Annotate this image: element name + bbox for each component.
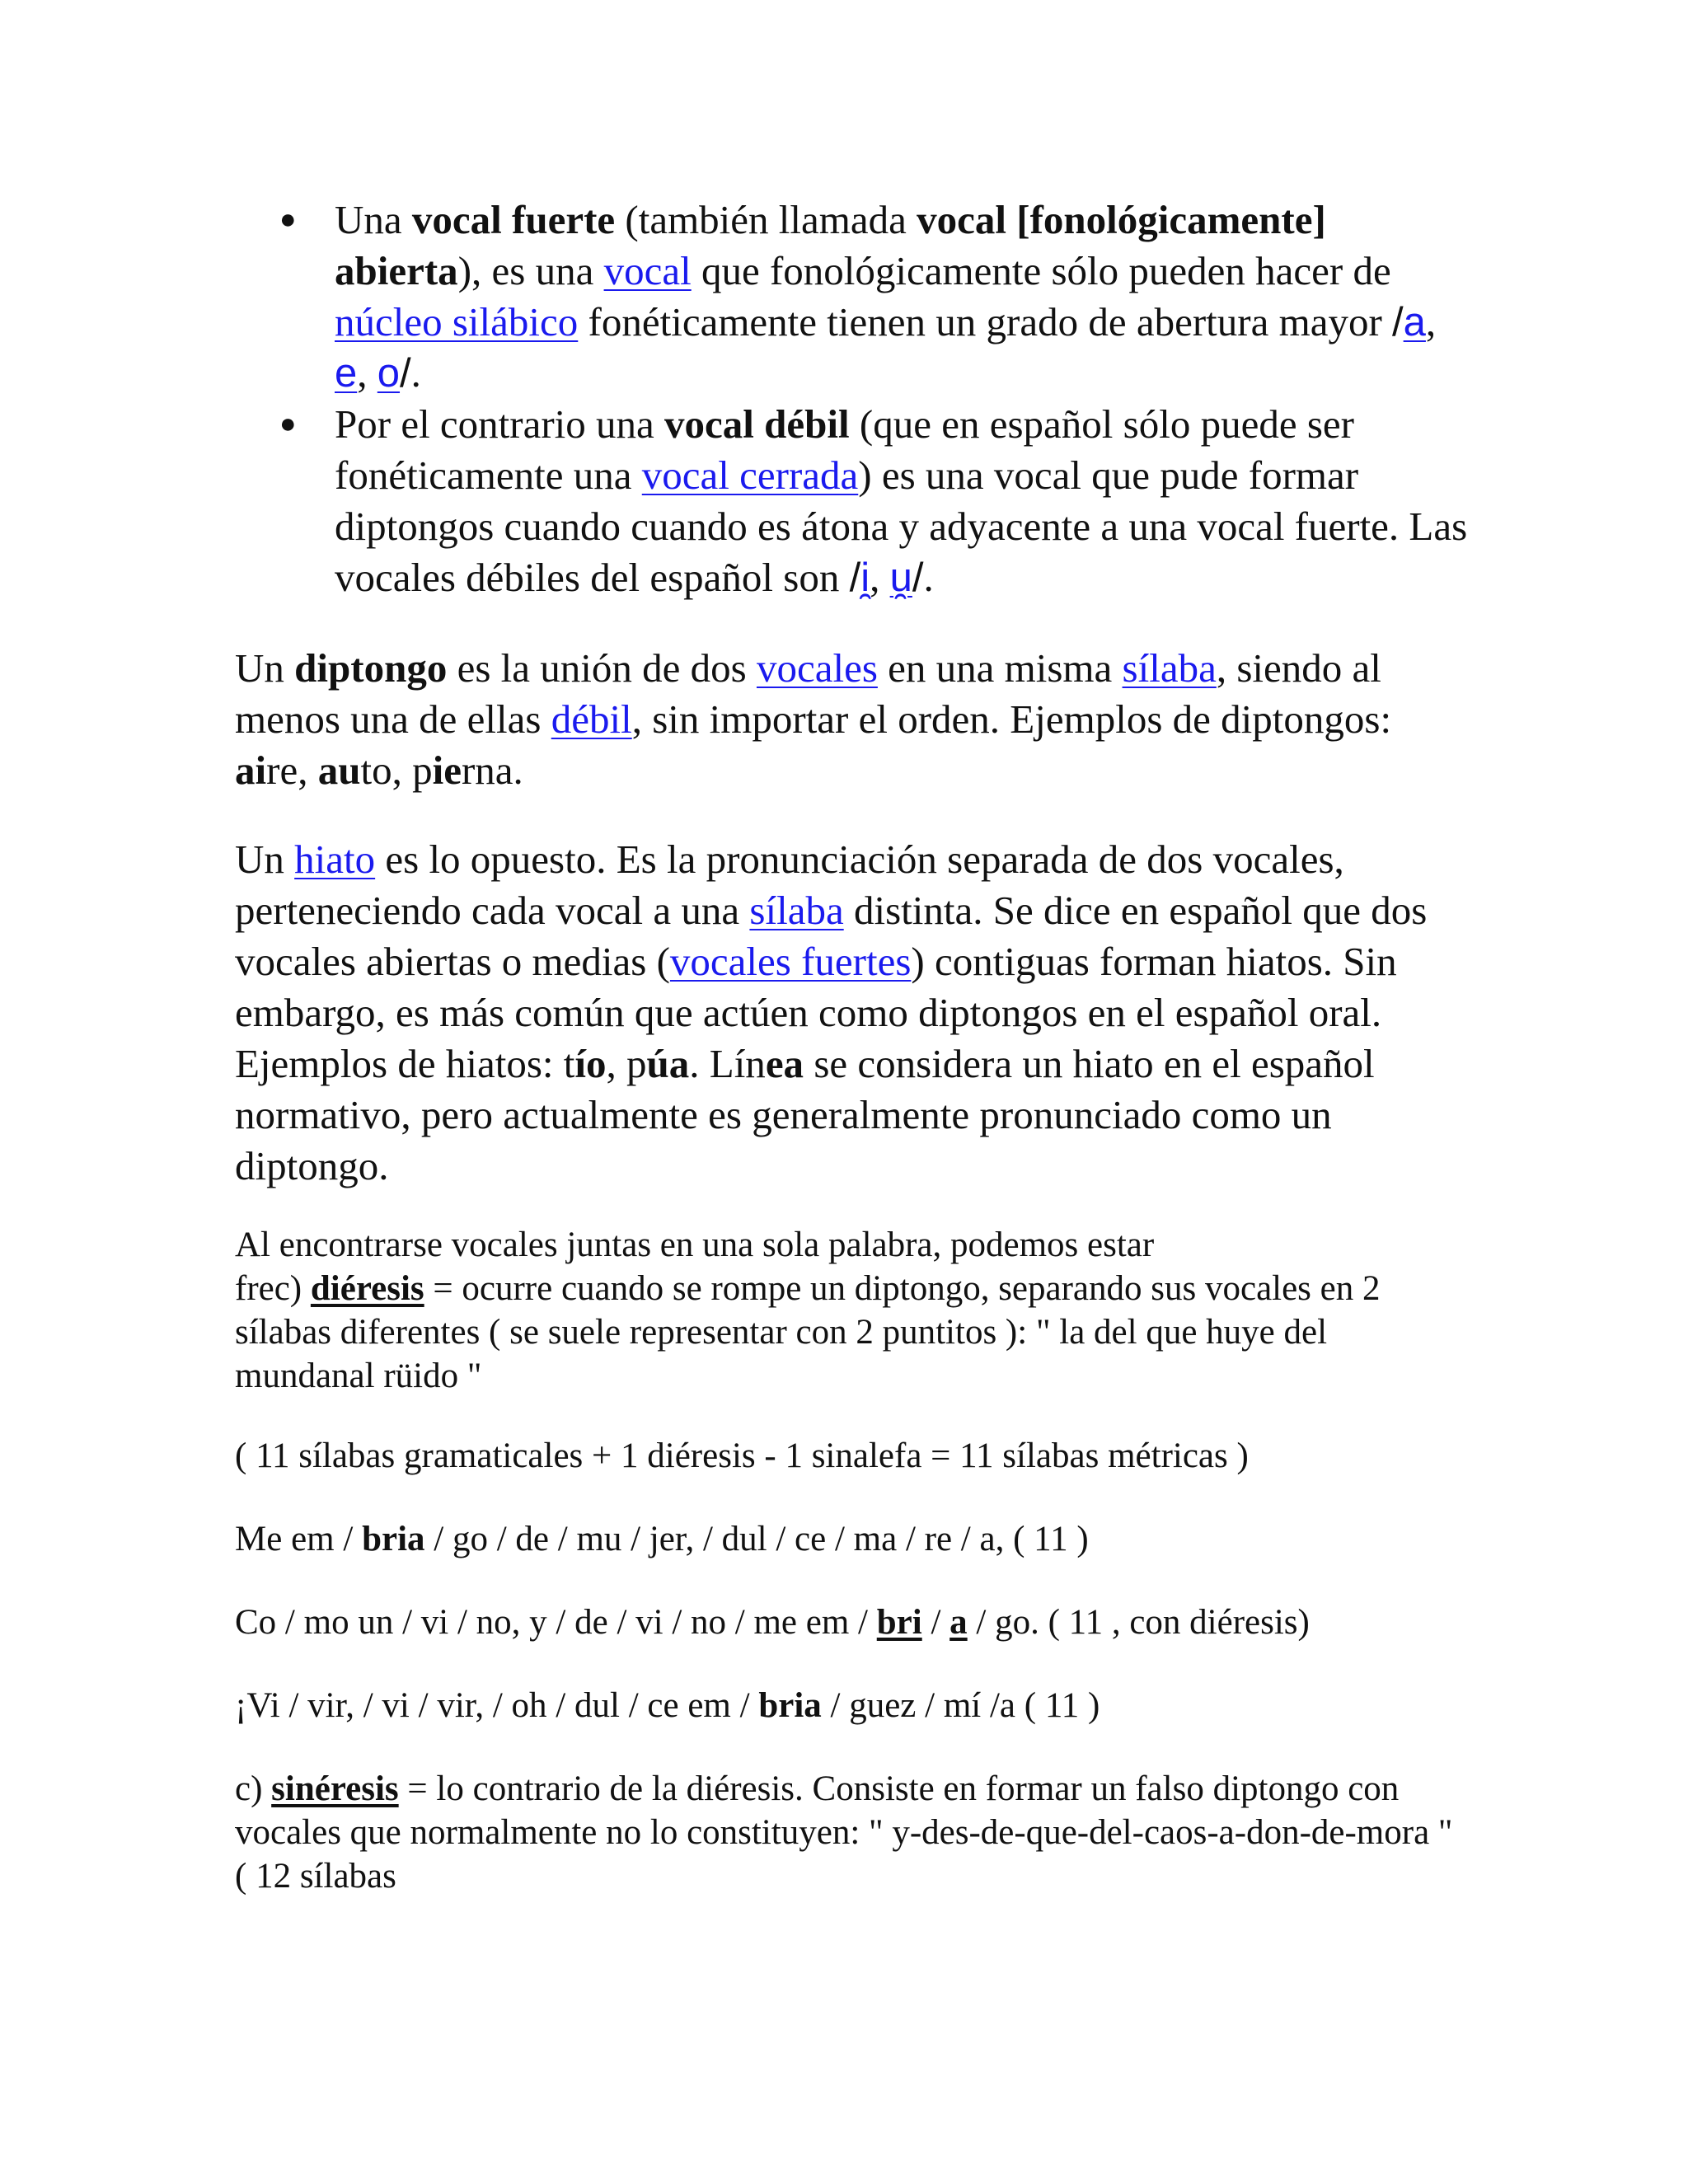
link-vocal[interactable]: vocal xyxy=(603,248,692,293)
term-vocal-debil: vocal débil xyxy=(664,401,850,447)
text: Un xyxy=(235,837,295,882)
text: to, p xyxy=(360,748,433,793)
text: . xyxy=(923,555,934,600)
term-dieresis: diéresis xyxy=(310,1269,424,1308)
paragraph-hiato xyxy=(235,834,1471,1192)
text: Por el contrario una xyxy=(335,401,665,447)
example-bold: ea xyxy=(765,1041,804,1086)
link-silaba[interactable]: sílaba xyxy=(1122,645,1217,691)
text: . xyxy=(410,350,421,396)
text: (también llamada xyxy=(615,197,917,242)
term-diptongo: diptongo xyxy=(294,645,448,691)
text: frec) xyxy=(235,1269,311,1308)
text: es la unión de dos xyxy=(447,645,757,691)
link-vocales[interactable]: vocales xyxy=(756,645,878,691)
bullet-icon: ● xyxy=(279,204,297,235)
term-vocal-abierta: vocal [fonológicamente] abierta xyxy=(335,197,1326,293)
text: = lo contrario de la diéresis. Consiste en formar un falso diptongo con vocales que normalmente no lo constituyen: " y-des-de-que-del-caos-a-don-de-mora " ( 12 sílabas xyxy=(235,1769,1453,1896)
syllable-count-line: ( 11 sílabas gramaticales + 1 diéresis - 1 sinalefa = 11 sílabas métricas ) xyxy=(235,1436,1249,1475)
paragraph-dieresis xyxy=(235,1223,1471,1398)
syllable-bold: bria xyxy=(758,1686,822,1725)
text: ¡Vi / vir, / vi / vir, / oh / dul / ce em / xyxy=(235,1686,759,1725)
text: distinta. Se dice en español que dos vocales abiertas o medias ( xyxy=(235,888,1428,984)
link-silaba[interactable]: sílaba xyxy=(749,888,844,933)
link-vowel-e[interactable]: e xyxy=(335,351,358,396)
text: , sin importar el orden. Ejemplos de diptongos: xyxy=(631,696,1392,742)
text: . Lín xyxy=(689,1041,766,1086)
text: Un xyxy=(235,645,295,691)
text: es lo opuesto. Es la pronunciación separada de dos vocales, perteneciendo cada vocal a una xyxy=(235,837,1344,933)
list-item-vocal-fuerte xyxy=(235,194,1471,399)
example-bold: ai xyxy=(235,748,267,793)
example-bold: au xyxy=(317,748,361,793)
text: / go / de / mu / jer, / dul / ce / ma / re / a, ( 11 ) xyxy=(424,1520,1089,1558)
link-hiato[interactable]: hiato xyxy=(294,837,376,882)
text: en una misma xyxy=(877,645,1123,691)
link-nucleo-silabico[interactable]: núcleo silábico xyxy=(335,299,579,344)
link-vocal-cerrada[interactable]: vocal cerrada xyxy=(641,452,859,498)
list-item-vocal-debil xyxy=(235,399,1471,603)
text: rna. xyxy=(461,748,523,793)
text: fonéticamente tienen un grado de abertura mayor xyxy=(578,299,1393,344)
paragraph-diptongo xyxy=(235,643,1471,796)
text: , siendo al menos una de ellas xyxy=(235,645,1381,742)
text: = ocurre cuando se rompe un diptongo, separando sus vocales en 2 sílabas diferentes ( se suele representar con 2 puntitos ): " la del que huye del mundanal rüido " xyxy=(235,1269,1381,1395)
text: se considera un hiato en el español normativo, pero actualmente es generalmente pronunciado como un diptongo. xyxy=(235,1041,1375,1188)
text: , xyxy=(1425,299,1437,344)
text: que fonológicamente sólo pueden hacer de xyxy=(691,248,1391,293)
text: c) xyxy=(235,1769,272,1808)
example-bold: ío xyxy=(574,1041,607,1086)
vowel-type-list xyxy=(235,194,1471,603)
link-debil[interactable]: débil xyxy=(551,696,632,742)
link-vowel-o[interactable]: o xyxy=(377,351,401,396)
text: / go. ( 11 , con diéresis) xyxy=(967,1603,1310,1642)
syllable-bold: a xyxy=(950,1603,968,1642)
text: ), es una xyxy=(457,248,604,293)
text: , p xyxy=(606,1041,647,1086)
text: , xyxy=(357,350,377,396)
text: Me em / xyxy=(235,1520,363,1558)
link-vowel-u[interactable]: u̯ xyxy=(889,555,912,600)
text: ) contiguas forman hiatos. Sin embargo, es más común que actúen como diptongos en el español oral. Ejemplos de hiatos: t xyxy=(235,939,1397,1086)
text: re, xyxy=(266,748,318,793)
text: / guez / mí /a ( 11 ) xyxy=(821,1686,1100,1725)
bullet-icon: ● xyxy=(279,409,297,439)
text: (que en español sólo puede ser fonéticamente una xyxy=(335,401,1354,498)
verse-line-2 xyxy=(235,1601,1471,1644)
link-vocales-fuertes[interactable]: vocales fuertes xyxy=(669,939,912,984)
paragraph-sineresis xyxy=(235,1767,1471,1898)
syllable-bold: bri xyxy=(876,1603,922,1642)
slash: / xyxy=(1392,300,1404,344)
verse-line-3 xyxy=(235,1684,1471,1727)
link-vowel-i[interactable]: i̯ xyxy=(860,555,870,600)
example-bold: ie xyxy=(432,748,462,793)
term-vocal-fuerte: vocal fuerte xyxy=(411,197,616,242)
example-bold: úa xyxy=(646,1041,690,1086)
text: ) es una vocal que pude formar diptongos cuando cuando es átona y adyacente a una vocal fuerte. Las vocales débiles del español son xyxy=(335,452,1468,600)
syllable-bold: bria xyxy=(362,1520,425,1558)
link-vowel-a[interactable]: a xyxy=(1403,300,1426,344)
text: / xyxy=(921,1603,950,1642)
slash: / xyxy=(849,555,861,600)
slash: / xyxy=(400,351,411,396)
document-page xyxy=(235,194,1471,1898)
verse-line-1 xyxy=(235,1517,1471,1561)
text: Al encontrarse vocales juntas en una sola palabra, podemos estar xyxy=(235,1226,1155,1264)
text: , xyxy=(870,555,890,600)
text: Co / mo un / vi / no, y / de / vi / no / me em / xyxy=(235,1603,877,1642)
text: Una xyxy=(335,197,412,242)
term-sineresis: sinéresis xyxy=(271,1769,399,1808)
slash: / xyxy=(912,555,924,600)
